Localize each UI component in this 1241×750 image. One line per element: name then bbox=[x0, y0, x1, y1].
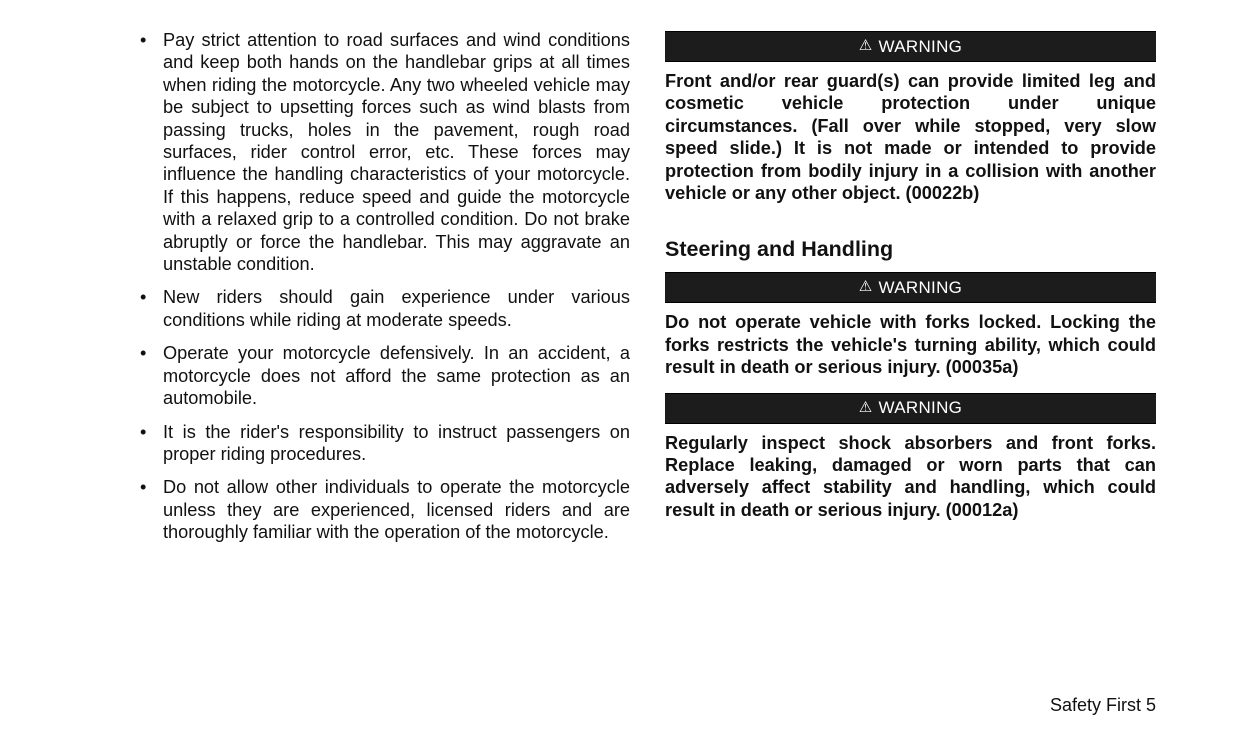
bullet-icon: • bbox=[140, 30, 147, 50]
warning-triangle-icon: ⚠ bbox=[858, 37, 873, 54]
list-item bbox=[140, 342, 630, 409]
warning-label: WARNING bbox=[878, 36, 963, 56]
bullet-icon: • bbox=[140, 287, 147, 308]
bullet-icon: • bbox=[140, 343, 147, 364]
right-column bbox=[665, 31, 1156, 521]
bullet-text: Pay strict attention to road surfaces and wind conditions and keep both hands on the handlebar grips at all times when riding the motorcycle. Any two wheeled vehicle may be subject to upsetting forces such as wind blasts from passing trucks, holes in the pavement, rough road surfaces, rider control error, etc. These forces may influence the handling characteristics of your motorcycle. If this happens, reduce speed and guide the motorcycle with a relaxed grip to a controlled condition. Do not brake abruptly or force the handlebar. This may aggravate an unstable condition. bbox=[163, 30, 630, 275]
warning-text-guards: Front and/or rear guard(s) can provide limited leg and cosmetic vehicle protection under unique circumstances. (Fall over while stopped, very slow speed slide.) It is not made or intended to provide protection from bodily injury in a collision with another vehicle or any other object. (00022b) bbox=[665, 71, 1156, 204]
page-number-label: Safety First 5 bbox=[1049, 695, 1156, 715]
warning-triangle-icon: ⚠ bbox=[858, 278, 873, 296]
warning-banner bbox=[665, 393, 1156, 424]
warning-banner bbox=[665, 31, 1156, 62]
left-column bbox=[140, 29, 630, 555]
warning-text-forks-locked: Do not operate vehicle with forks locked. Locking the forks restricts the vehicle's turning ability, which could result in death or serious injury. (00035a) bbox=[665, 312, 1156, 378]
bullet-text: Do not allow other individuals to operate the motorcycle unless they are experienced, licensed riders and are thoroughly familiar with the operation of the motorcycle. bbox=[163, 477, 630, 543]
bullet-text: It is the rider's responsibility to instruct passengers on proper riding procedures. bbox=[163, 421, 630, 464]
bullet-icon: • bbox=[140, 477, 147, 498]
page-footer bbox=[1050, 694, 1156, 716]
warning-label: WARNING bbox=[878, 398, 963, 418]
bullet-icon: • bbox=[140, 421, 147, 442]
list-item bbox=[140, 286, 630, 331]
list-item bbox=[140, 476, 630, 543]
bullet-text: Operate your motorcycle defensively. In an accident, a motorcycle does not afford the same protection as an automobile. bbox=[163, 343, 630, 409]
list-item bbox=[140, 29, 630, 275]
warning-label: WARNING bbox=[878, 277, 963, 297]
warning-text-shock-absorbers: Regularly inspect shock absorbers and front forks. Replace leaking, damaged or worn parts that can adversely affect stability and handling, which could result in death or serious injury. (00012a) bbox=[665, 432, 1156, 520]
warning-banner bbox=[665, 272, 1156, 303]
section-heading: Steering and Handling bbox=[665, 237, 894, 262]
bullet-text: New riders should gain experience under various conditions while riding at moderate speeds. bbox=[163, 287, 630, 330]
list-item bbox=[140, 421, 630, 466]
safety-bullet-list bbox=[140, 29, 630, 544]
warning-triangle-icon: ⚠ bbox=[858, 398, 873, 416]
